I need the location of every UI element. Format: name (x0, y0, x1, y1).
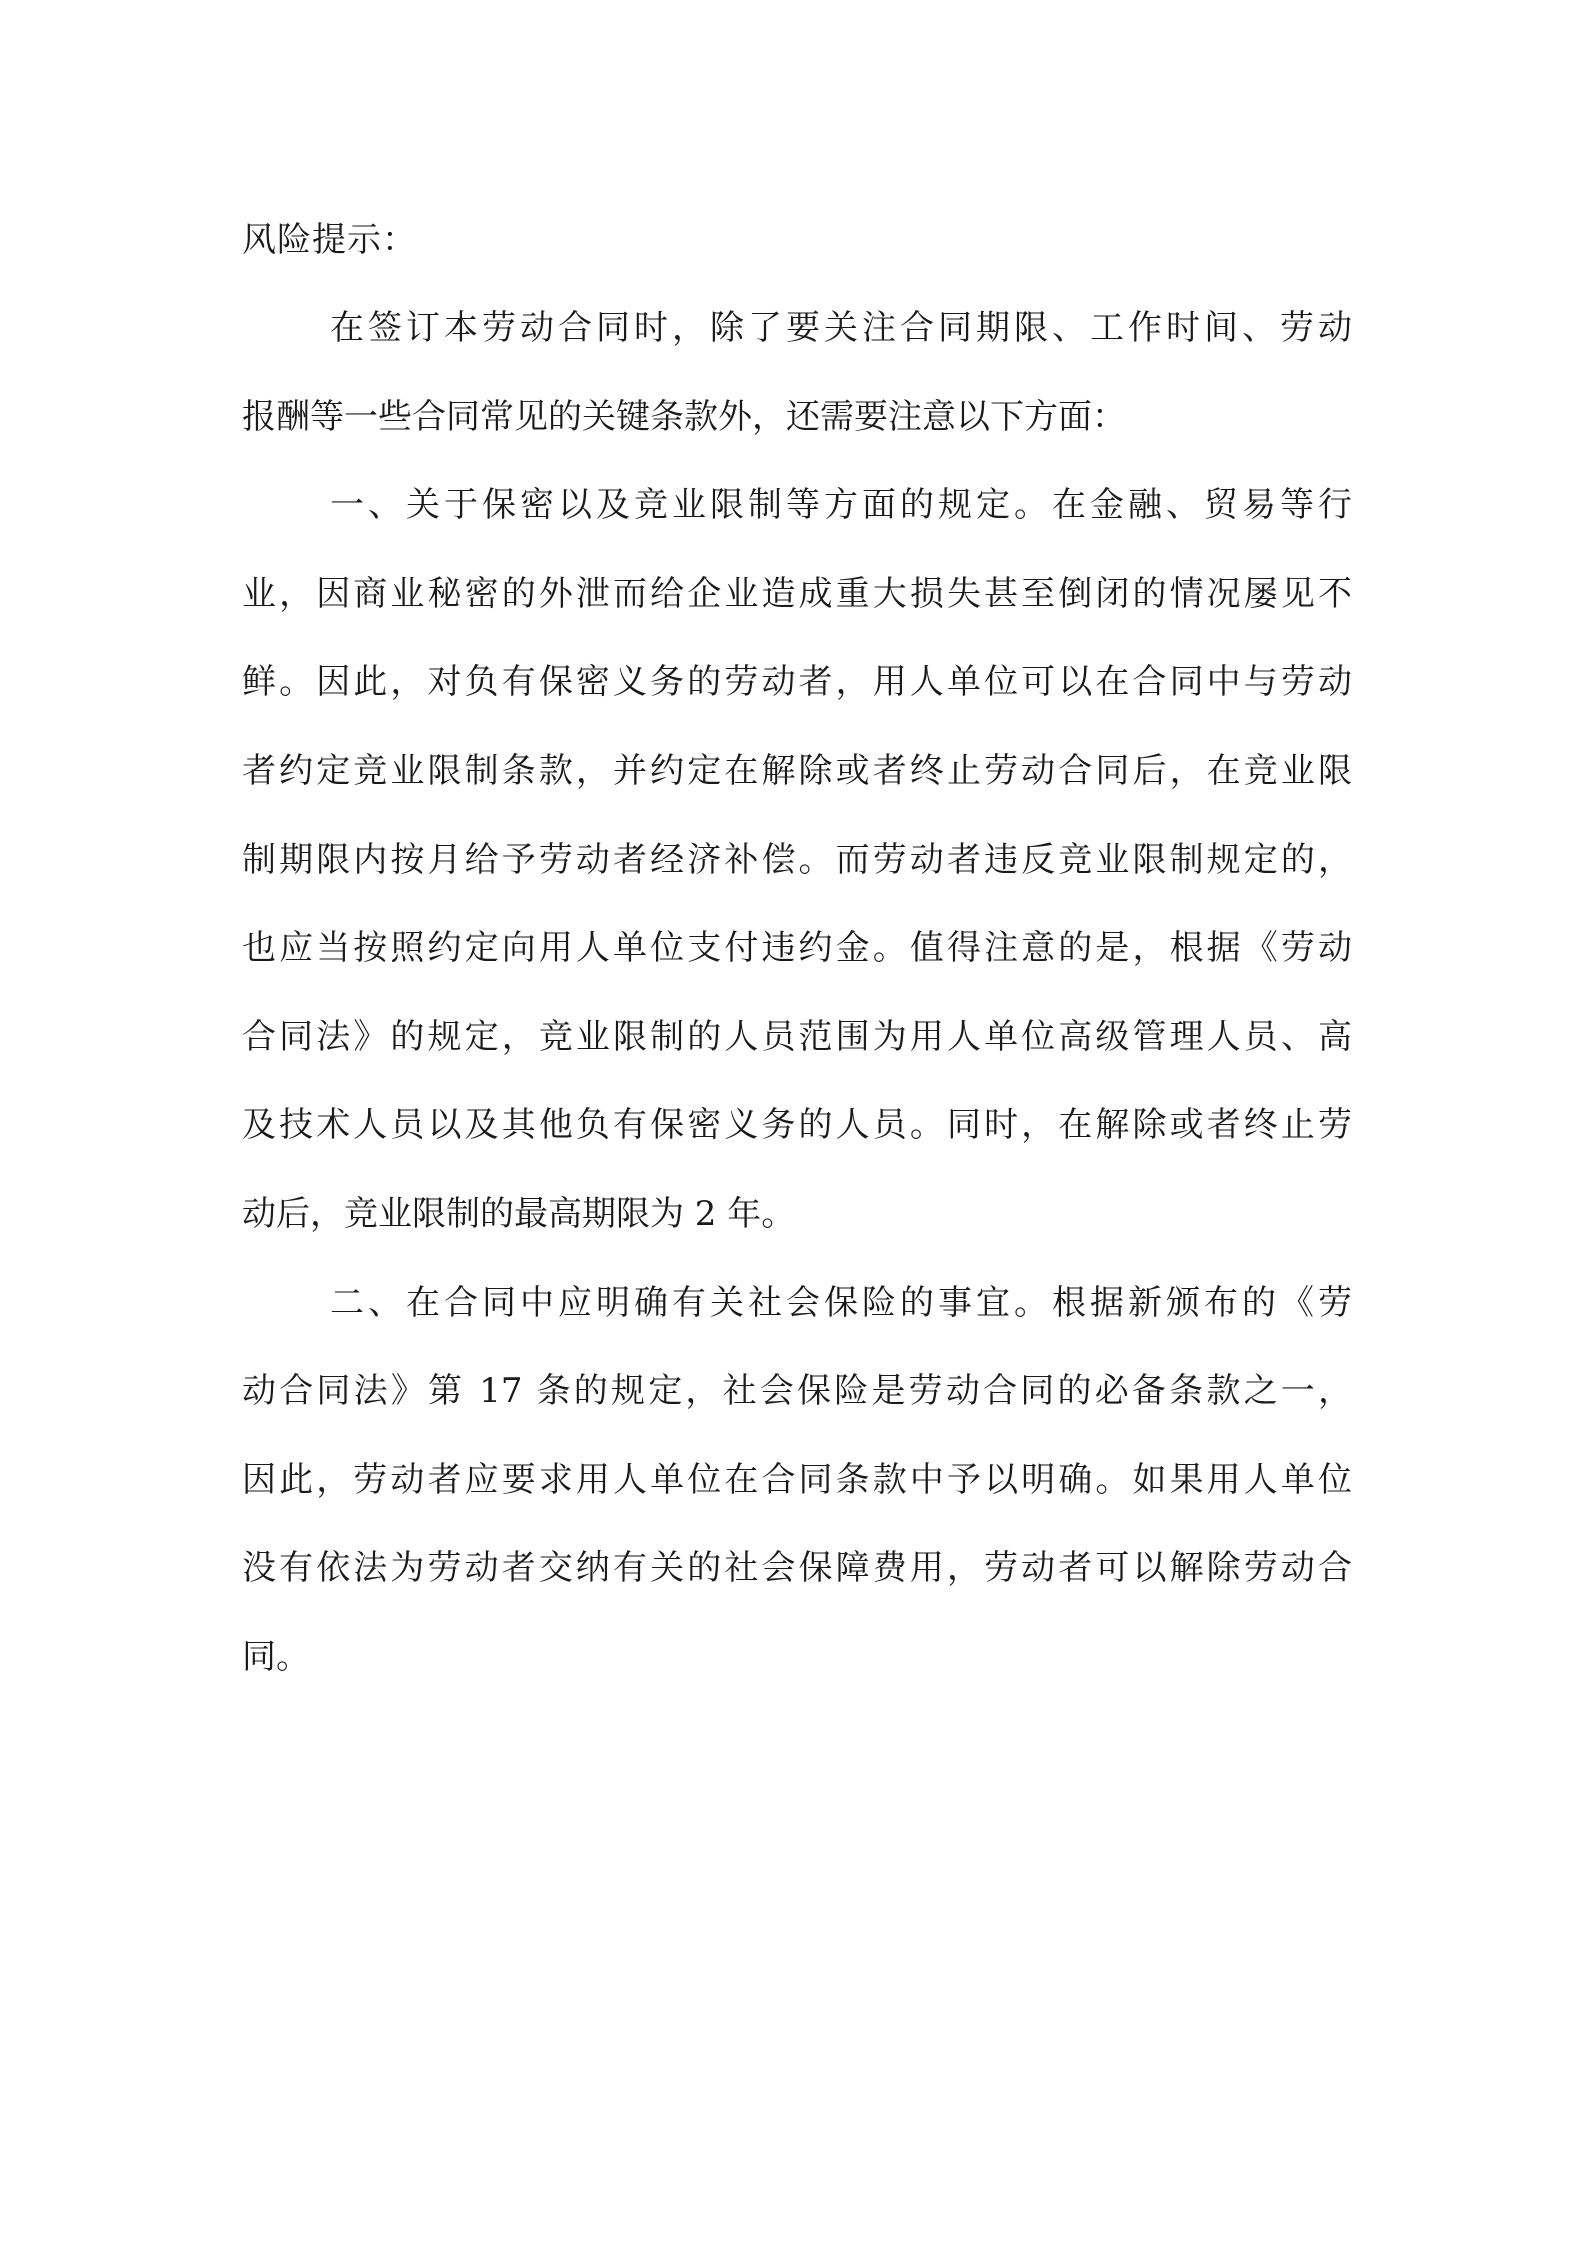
paragraph-line: 没有依法为劳动者交纳有关的社会保障费用，劳动者可以解除劳动合 (242, 1548, 1352, 1589)
paragraph-line: 者约定竞业限制条款，并约定在解除或者终止劳动合同后，在竞业限 (242, 750, 1352, 791)
paragraph-line: 也应当按照约定向用人单位支付违约金。值得注意的是，根据《劳动 (242, 928, 1352, 969)
paragraph-line: 在签订本劳动合同时，除了要关注合同期限、工作时间、劳动 (330, 308, 1352, 348)
paragraph-line: 及技术人员以及其他负有保密义务的人员。同时，在解除或者终止劳 (242, 1105, 1352, 1146)
social-insurance-paragraph (242, 1259, 1352, 1702)
paragraph-line: 二、在合同中应明确有关社会保险的事宜。根据新颁布的《劳 (330, 1282, 1352, 1323)
paragraph-line: 报酬等一些合同常见的关键条款外，还需要注意以下方面： (242, 396, 1126, 437)
paragraph-line: 一、关于保密以及竞业限制等方面的规定。在金融、贸易等行 (330, 485, 1352, 526)
paragraph-line: 鲜。因此，对负有保密义务的劳动者，用人单位可以在合同中与劳动 (242, 662, 1352, 703)
paragraph-line: 动合同法》第 17 条的规定，社会保险是劳动合同的必备条款之一， (242, 1371, 1352, 1412)
paragraph-line: 因此，劳动者应要求用人单位在合同条款中予以明确。如果用人单位 (242, 1459, 1352, 1500)
paragraph-line: 同。 (242, 1636, 310, 1677)
paragraph-line: 动后，竞业限制的最高期限为 2 年。 (242, 1193, 796, 1234)
risk-warning-heading: 风险提示： (242, 220, 417, 260)
paragraph-line: 业，因商业秘密的外泄而给企业造成重大损失甚至倒闭的情况屡见不 (242, 573, 1352, 614)
paragraph-line: 制期限内按月给予劳动者经济补偿。而劳动者违反竞业限制规定的， (242, 839, 1352, 880)
intro-paragraph (242, 284, 1352, 461)
document-body (242, 196, 1352, 1702)
paragraph-line: 合同法》的规定，竞业限制的人员范围为用人单位高级管理人员、高 (242, 1016, 1352, 1057)
confidentiality-paragraph (242, 461, 1352, 1258)
